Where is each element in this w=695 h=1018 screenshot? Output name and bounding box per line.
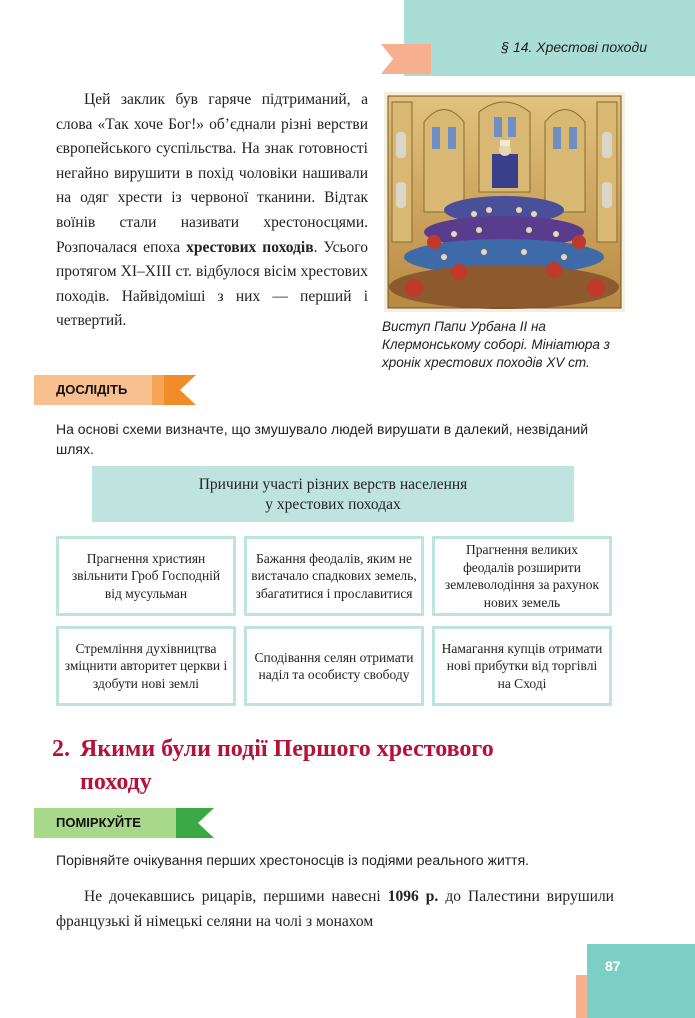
scheme-cell: Прагнення християн звільнити Гроб Господній від мусульман — [56, 536, 236, 616]
scheme-cell: Намагання купців отримати нові прибутки від торгівлі на Сході — [432, 626, 612, 706]
body2-bold-year: 1096 р. — [387, 888, 439, 905]
scheme-cell: Бажання феодалів, яким не вистачало спадкових земель, збагатитися і прославитися — [244, 536, 424, 616]
page-number-box — [587, 944, 695, 1018]
section-2-title-line-1: Якими були події Першого хрестового — [80, 736, 494, 762]
think-tag — [34, 808, 216, 838]
section-2-title-line-2: походу — [80, 769, 152, 795]
explore-tag — [34, 375, 204, 405]
intro-text-1: Цей заклик був гаряче підтриманий, а слова «Так хоче Бог!» об’єднали різні верстви європейського суспільства. На знак готовності негайно вирушити в похід чоловіки нашивали на одяг хрести із червоної тканини. Відтак воїнів стали називати хрестоносцями. Розпочалася епоха — [56, 91, 368, 256]
section-title: § 14. Хрестові походи — [501, 39, 647, 55]
page-number-stripe — [576, 975, 587, 1018]
scheme-cell: Сподівання селян отримати наділ та особисту свободу — [244, 626, 424, 706]
section-2-heading — [52, 733, 612, 799]
intro-bold-term: хрестових походів — [186, 238, 314, 256]
scheme-title — [92, 466, 574, 522]
intro-paragraph — [56, 88, 368, 334]
scheme-cell: Стремління духівництва зміцнити авторитет церкви і здобути нові землі — [56, 626, 236, 706]
header-ribbon-icon — [381, 44, 431, 74]
header-band — [404, 0, 695, 76]
council-miniature-image — [384, 92, 625, 312]
intro-text-2: . Усього протягом XI–XIII ст. відбулося вісім хрестових походів. Найвідоміші з них — перший і четвертий. — [56, 238, 368, 330]
page-number: 87 — [605, 958, 621, 974]
section-2-number: 2. — [52, 736, 70, 762]
body2-text-1: Не дочекавшись рицарів, першими навесні — [84, 888, 388, 905]
think-instruction: Порівняйте очікування перших хрестоносців із подіями реального життя. — [56, 852, 530, 868]
scheme-title-line-2: у хрестових походах — [265, 496, 401, 513]
explore-instruction: На основі схеми визначте, що змушувало людей вирушати в далекий, незвіданий шлях. — [56, 421, 589, 457]
figure-caption: Виступ Папи Урбана II на Клермонському соборі. Мініатюра з хронік хрестових походів XV ст. — [382, 319, 610, 370]
body-paragraph-2 — [56, 885, 614, 934]
scheme-cell: Прагнення великих феодалів розширити землеволодіння за рахунок нових земель — [432, 536, 612, 616]
explore-tag-label: ДОСЛІДІТЬ — [56, 382, 128, 397]
body2-text-2: до Палестини вирушили французькі й німецькі селяни на чолі з монахом — [56, 888, 614, 930]
scheme-title-line-1: Причини участі різних верств населення — [198, 476, 468, 493]
think-tag-label: ПОМІРКУЙТЕ — [56, 815, 141, 830]
